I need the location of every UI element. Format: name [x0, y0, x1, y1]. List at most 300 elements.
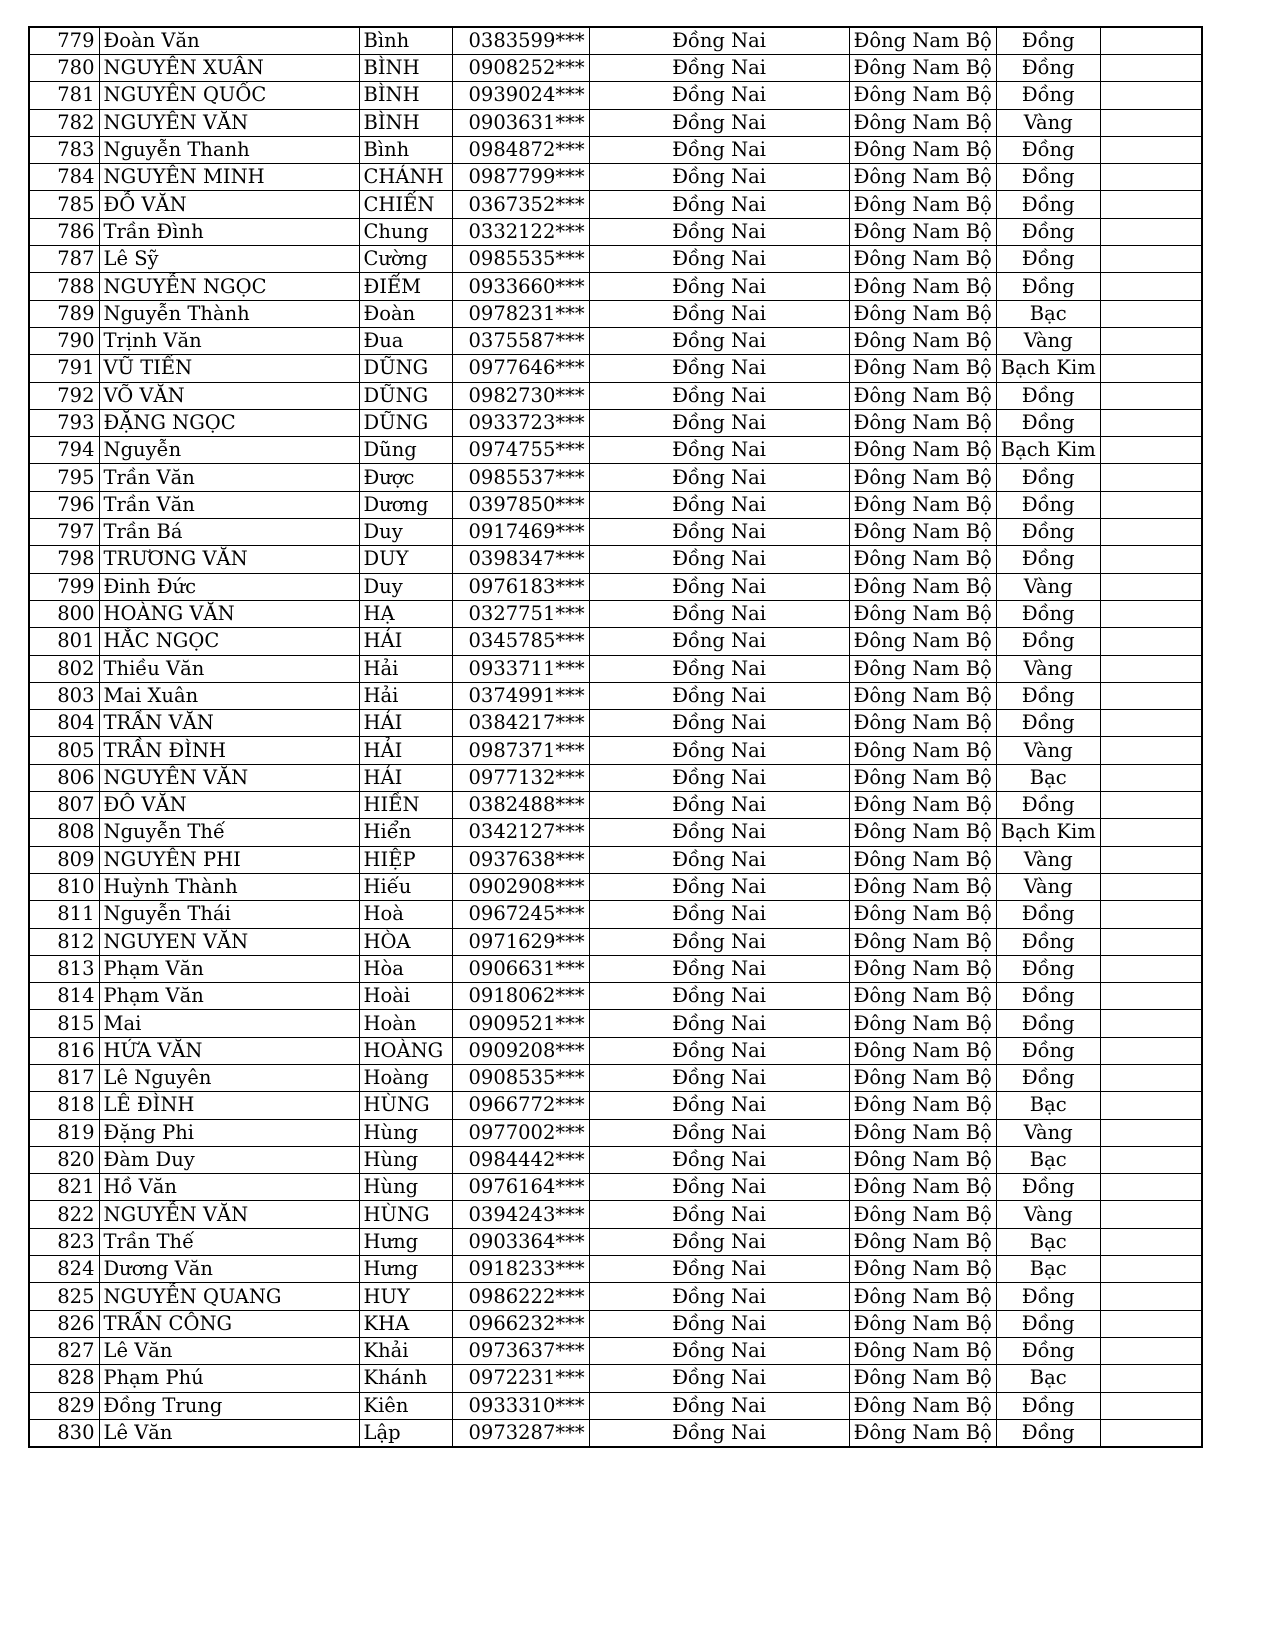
given-name: Dương	[359, 491, 452, 518]
table-row	[29, 764, 1202, 791]
tier: Vàng	[996, 1201, 1100, 1228]
phone-number: 0977002***	[452, 1119, 589, 1146]
empty-cell	[1100, 246, 1202, 273]
phone-number: 0937638***	[452, 846, 589, 873]
province: Đồng Nai	[589, 1256, 849, 1283]
region: Đông Nam Bộ	[849, 1146, 996, 1173]
row-number: 819	[29, 1119, 99, 1146]
region: Đông Nam Bộ	[849, 327, 996, 354]
tier: Đồng	[996, 600, 1100, 627]
given-name: DŨNG	[359, 409, 452, 436]
empty-cell	[1100, 191, 1202, 218]
phone-number: 0987799***	[452, 164, 589, 191]
tier: Đồng	[996, 218, 1100, 245]
table-row	[29, 628, 1202, 655]
province: Đồng Nai	[589, 1201, 849, 1228]
row-number: 816	[29, 1037, 99, 1064]
empty-cell	[1100, 519, 1202, 546]
family-name: Trần Bá	[99, 519, 359, 546]
tier: Vàng	[996, 737, 1100, 764]
province: Đồng Nai	[589, 437, 849, 464]
phone-number: 0918233***	[452, 1256, 589, 1283]
row-number: 830	[29, 1419, 99, 1447]
family-name: Nguyễn Thế	[99, 819, 359, 846]
region: Đông Nam Bộ	[849, 27, 996, 55]
region: Đông Nam Bộ	[849, 1228, 996, 1255]
table-row	[29, 1037, 1202, 1064]
region: Đông Nam Bộ	[849, 1256, 996, 1283]
phone-number: 0967245***	[452, 901, 589, 928]
region: Đông Nam Bộ	[849, 218, 996, 245]
family-name: Phạm Phú	[99, 1365, 359, 1392]
empty-cell	[1100, 1419, 1202, 1447]
tier: Đồng	[996, 27, 1100, 55]
table-row	[29, 464, 1202, 491]
row-number: 800	[29, 600, 99, 627]
tier: Đồng	[996, 1310, 1100, 1337]
family-name: Phạm Văn	[99, 955, 359, 982]
tier: Đồng	[996, 901, 1100, 928]
table-row	[29, 682, 1202, 709]
table-row	[29, 1365, 1202, 1392]
family-name: VŨ TIẾN	[99, 355, 359, 382]
table-row	[29, 1092, 1202, 1119]
table-row	[29, 655, 1202, 682]
tier: Vàng	[996, 327, 1100, 354]
tier: Đồng	[996, 164, 1100, 191]
phone-number: 0984872***	[452, 136, 589, 163]
empty-cell	[1100, 109, 1202, 136]
given-name: Hùng	[359, 1146, 452, 1173]
province: Đồng Nai	[589, 464, 849, 491]
table-row	[29, 1337, 1202, 1364]
tier: Bạc	[996, 1092, 1100, 1119]
row-number: 791	[29, 355, 99, 382]
region: Đông Nam Bộ	[849, 1283, 996, 1310]
family-name: Đồng Trung	[99, 1392, 359, 1419]
empty-cell	[1100, 491, 1202, 518]
tier: Đồng	[996, 1037, 1100, 1064]
tier: Vàng	[996, 846, 1100, 873]
family-name: Huỳnh Thành	[99, 873, 359, 900]
region: Đông Nam Bộ	[849, 600, 996, 627]
row-number: 792	[29, 382, 99, 409]
table-row	[29, 819, 1202, 846]
family-name: Nguyễn	[99, 437, 359, 464]
given-name: ĐIỂM	[359, 273, 452, 300]
region: Đông Nam Bộ	[849, 655, 996, 682]
given-name: Khải	[359, 1337, 452, 1364]
given-name: BÌNH	[359, 109, 452, 136]
province: Đồng Nai	[589, 600, 849, 627]
tier: Đồng	[996, 191, 1100, 218]
province: Đồng Nai	[589, 1010, 849, 1037]
row-number: 821	[29, 1174, 99, 1201]
province: Đồng Nai	[589, 1419, 849, 1447]
table-row	[29, 273, 1202, 300]
table-row	[29, 82, 1202, 109]
province: Đồng Nai	[589, 655, 849, 682]
tier: Đồng	[996, 710, 1100, 737]
province: Đồng Nai	[589, 955, 849, 982]
region: Đông Nam Bộ	[849, 737, 996, 764]
empty-cell	[1100, 1310, 1202, 1337]
table-row	[29, 136, 1202, 163]
region: Đông Nam Bộ	[849, 819, 996, 846]
region: Đông Nam Bộ	[849, 710, 996, 737]
row-number: 825	[29, 1283, 99, 1310]
province: Đồng Nai	[589, 1064, 849, 1091]
empty-cell	[1100, 928, 1202, 955]
given-name: Khánh	[359, 1365, 452, 1392]
family-name: TRẦN VĂN	[99, 710, 359, 737]
empty-cell	[1100, 983, 1202, 1010]
empty-cell	[1100, 437, 1202, 464]
family-name: ĐỖ VĂN	[99, 191, 359, 218]
province: Đồng Nai	[589, 109, 849, 136]
region: Đông Nam Bộ	[849, 546, 996, 573]
province: Đồng Nai	[589, 1365, 849, 1392]
table-row	[29, 355, 1202, 382]
empty-cell	[1100, 600, 1202, 627]
tier: Đồng	[996, 628, 1100, 655]
table-row	[29, 928, 1202, 955]
given-name: CHÁNH	[359, 164, 452, 191]
tier: Đồng	[996, 955, 1100, 982]
region: Đông Nam Bộ	[849, 873, 996, 900]
region: Đông Nam Bộ	[849, 464, 996, 491]
row-number: 815	[29, 1010, 99, 1037]
table-row	[29, 1419, 1202, 1447]
province: Đồng Nai	[589, 82, 849, 109]
tier: Đồng	[996, 792, 1100, 819]
region: Đông Nam Bộ	[849, 246, 996, 273]
region: Đông Nam Bộ	[849, 491, 996, 518]
tier: Bạc	[996, 1146, 1100, 1173]
tier: Đồng	[996, 1337, 1100, 1364]
row-number: 823	[29, 1228, 99, 1255]
row-number: 779	[29, 27, 99, 55]
tier: Đồng	[996, 82, 1100, 109]
row-number: 782	[29, 109, 99, 136]
row-number: 809	[29, 846, 99, 873]
family-name: NGUYỄN QUANG	[99, 1283, 359, 1310]
given-name: Hùng	[359, 1174, 452, 1201]
family-name: Trịnh Văn	[99, 327, 359, 354]
tier: Vàng	[996, 1119, 1100, 1146]
given-name: Hùng	[359, 1119, 452, 1146]
tier: Bạc	[996, 1256, 1100, 1283]
tier: Đồng	[996, 1064, 1100, 1091]
empty-cell	[1100, 901, 1202, 928]
region: Đông Nam Bộ	[849, 519, 996, 546]
row-number: 788	[29, 273, 99, 300]
table-row	[29, 873, 1202, 900]
province: Đồng Nai	[589, 1119, 849, 1146]
region: Đông Nam Bộ	[849, 136, 996, 163]
family-name: Đoàn Văn	[99, 27, 359, 55]
given-name: HẢI	[359, 710, 452, 737]
family-name: NGUYỄN MINH	[99, 164, 359, 191]
family-name: HOÀNG VĂN	[99, 600, 359, 627]
phone-number: 0978231***	[452, 300, 589, 327]
region: Đông Nam Bộ	[849, 901, 996, 928]
province: Đồng Nai	[589, 710, 849, 737]
region: Đông Nam Bộ	[849, 792, 996, 819]
given-name: Hoà	[359, 901, 452, 928]
tier: Đồng	[996, 136, 1100, 163]
table-row	[29, 792, 1202, 819]
phone-number: 0909208***	[452, 1037, 589, 1064]
row-number: 783	[29, 136, 99, 163]
given-name: Hiếu	[359, 873, 452, 900]
row-number: 795	[29, 464, 99, 491]
table-row	[29, 1064, 1202, 1091]
empty-cell	[1100, 164, 1202, 191]
province: Đồng Nai	[589, 246, 849, 273]
region: Đông Nam Bộ	[849, 628, 996, 655]
tier: Bạc	[996, 1228, 1100, 1255]
row-number: 781	[29, 82, 99, 109]
given-name: DŨNG	[359, 355, 452, 382]
phone-number: 0977646***	[452, 355, 589, 382]
tier: Bạc	[996, 1365, 1100, 1392]
given-name: Dũng	[359, 437, 452, 464]
empty-cell	[1100, 546, 1202, 573]
phone-number: 0903631***	[452, 109, 589, 136]
phone-number: 0933723***	[452, 409, 589, 436]
phone-number: 0342127***	[452, 819, 589, 846]
row-number: 784	[29, 164, 99, 191]
tier: Đồng	[996, 1419, 1100, 1447]
table-row	[29, 955, 1202, 982]
phone-number: 0375587***	[452, 327, 589, 354]
row-number: 780	[29, 55, 99, 82]
family-name: NGUYỄN PHI	[99, 846, 359, 873]
given-name: Đua	[359, 327, 452, 354]
phone-number: 0327751***	[452, 600, 589, 627]
table-row	[29, 109, 1202, 136]
empty-cell	[1100, 819, 1202, 846]
tier: Bạch Kim	[996, 819, 1100, 846]
customer-table	[28, 26, 1203, 1448]
row-number: 813	[29, 955, 99, 982]
family-name: HỨA VĂN	[99, 1037, 359, 1064]
tier: Bạch Kim	[996, 355, 1100, 382]
empty-cell	[1100, 655, 1202, 682]
phone-number: 0345785***	[452, 628, 589, 655]
given-name: BÌNH	[359, 55, 452, 82]
region: Đông Nam Bộ	[849, 682, 996, 709]
given-name: HÙNG	[359, 1201, 452, 1228]
province: Đồng Nai	[589, 1392, 849, 1419]
region: Đông Nam Bộ	[849, 928, 996, 955]
phone-number: 0332122***	[452, 218, 589, 245]
tier: Đồng	[996, 409, 1100, 436]
family-name: VÕ VĂN	[99, 382, 359, 409]
province: Đồng Nai	[589, 1092, 849, 1119]
region: Đông Nam Bộ	[849, 409, 996, 436]
region: Đông Nam Bộ	[849, 1419, 996, 1447]
province: Đồng Nai	[589, 737, 849, 764]
given-name: DŨNG	[359, 382, 452, 409]
province: Đồng Nai	[589, 1283, 849, 1310]
empty-cell	[1100, 955, 1202, 982]
province: Đồng Nai	[589, 628, 849, 655]
region: Đông Nam Bộ	[849, 382, 996, 409]
family-name: Lê Sỹ	[99, 246, 359, 273]
tier: Đồng	[996, 546, 1100, 573]
family-name: Đinh Đức	[99, 573, 359, 600]
region: Đông Nam Bộ	[849, 1201, 996, 1228]
table-row	[29, 983, 1202, 1010]
given-name: Hoàng	[359, 1064, 452, 1091]
province: Đồng Nai	[589, 55, 849, 82]
province: Đồng Nai	[589, 792, 849, 819]
row-number: 793	[29, 409, 99, 436]
province: Đồng Nai	[589, 164, 849, 191]
family-name: Mai Xuân	[99, 682, 359, 709]
empty-cell	[1100, 1146, 1202, 1173]
province: Đồng Nai	[589, 382, 849, 409]
given-name: Hải	[359, 682, 452, 709]
empty-cell	[1100, 846, 1202, 873]
province: Đồng Nai	[589, 873, 849, 900]
empty-cell	[1100, 792, 1202, 819]
region: Đông Nam Bộ	[849, 355, 996, 382]
province: Đồng Nai	[589, 218, 849, 245]
given-name: Hải	[359, 655, 452, 682]
family-name: TRẦN ĐÌNH	[99, 737, 359, 764]
table-row	[29, 1283, 1202, 1310]
tier: Đồng	[996, 491, 1100, 518]
empty-cell	[1100, 1365, 1202, 1392]
province: Đồng Nai	[589, 519, 849, 546]
phone-number: 0977132***	[452, 764, 589, 791]
given-name: Kiên	[359, 1392, 452, 1419]
row-number: 807	[29, 792, 99, 819]
province: Đồng Nai	[589, 573, 849, 600]
empty-cell	[1100, 1064, 1202, 1091]
table-row	[29, 218, 1202, 245]
phone-number: 0972231***	[452, 1365, 589, 1392]
row-number: 787	[29, 246, 99, 273]
row-number: 786	[29, 218, 99, 245]
family-name: Đàm Duy	[99, 1146, 359, 1173]
empty-cell	[1100, 27, 1202, 55]
table-row	[29, 1392, 1202, 1419]
phone-number: 0973637***	[452, 1337, 589, 1364]
row-number: 796	[29, 491, 99, 518]
phone-number: 0909521***	[452, 1010, 589, 1037]
region: Đông Nam Bộ	[849, 191, 996, 218]
province: Đồng Nai	[589, 27, 849, 55]
given-name: BÌNH	[359, 82, 452, 109]
phone-number: 0908252***	[452, 55, 589, 82]
table-row	[29, 519, 1202, 546]
family-name: NGUYỄN NGỌC	[99, 273, 359, 300]
given-name: Đoàn	[359, 300, 452, 327]
empty-cell	[1100, 382, 1202, 409]
empty-cell	[1100, 1037, 1202, 1064]
family-name: Trần Đình	[99, 218, 359, 245]
tier: Đồng	[996, 519, 1100, 546]
region: Đông Nam Bộ	[849, 1119, 996, 1146]
given-name: HÒA	[359, 928, 452, 955]
row-number: 789	[29, 300, 99, 327]
region: Đông Nam Bộ	[849, 1037, 996, 1064]
empty-cell	[1100, 1228, 1202, 1255]
row-number: 803	[29, 682, 99, 709]
region: Đông Nam Bộ	[849, 1174, 996, 1201]
given-name: Cường	[359, 246, 452, 273]
row-number: 817	[29, 1064, 99, 1091]
phone-number: 0971629***	[452, 928, 589, 955]
given-name: Duy	[359, 519, 452, 546]
given-name: Hòa	[359, 955, 452, 982]
family-name: Trần Thế	[99, 1228, 359, 1255]
given-name: HUY	[359, 1283, 452, 1310]
table-row	[29, 1119, 1202, 1146]
phone-number: 0917469***	[452, 519, 589, 546]
empty-cell	[1100, 464, 1202, 491]
tier: Bạc	[996, 764, 1100, 791]
given-name: HIỀN	[359, 792, 452, 819]
family-name: Phạm Văn	[99, 983, 359, 1010]
table-row	[29, 409, 1202, 436]
empty-cell	[1100, 327, 1202, 354]
table-row	[29, 901, 1202, 928]
row-number: 827	[29, 1337, 99, 1364]
row-number: 804	[29, 710, 99, 737]
region: Đông Nam Bộ	[849, 846, 996, 873]
phone-number: 0397850***	[452, 491, 589, 518]
region: Đông Nam Bộ	[849, 1010, 996, 1037]
family-name: Nguyễn Thành	[99, 300, 359, 327]
phone-number: 0918062***	[452, 983, 589, 1010]
tier: Vàng	[996, 109, 1100, 136]
province: Đồng Nai	[589, 136, 849, 163]
table-row	[29, 1174, 1202, 1201]
row-number: 822	[29, 1201, 99, 1228]
region: Đông Nam Bộ	[849, 1365, 996, 1392]
family-name: TRƯƠNG VĂN	[99, 546, 359, 573]
given-name: Chung	[359, 218, 452, 245]
empty-cell	[1100, 55, 1202, 82]
family-name: LÊ ĐÌNH	[99, 1092, 359, 1119]
table-body	[29, 27, 1202, 1447]
empty-cell	[1100, 737, 1202, 764]
row-number: 801	[29, 628, 99, 655]
empty-cell	[1100, 1119, 1202, 1146]
region: Đông Nam Bộ	[849, 273, 996, 300]
phone-number: 0976183***	[452, 573, 589, 600]
province: Đồng Nai	[589, 409, 849, 436]
family-name: NGUYỄN QUỐC	[99, 82, 359, 109]
province: Đồng Nai	[589, 682, 849, 709]
table-row	[29, 55, 1202, 82]
table-row	[29, 1310, 1202, 1337]
empty-cell	[1100, 1174, 1202, 1201]
table-row	[29, 573, 1202, 600]
province: Đồng Nai	[589, 1337, 849, 1364]
table-row	[29, 1228, 1202, 1255]
row-number: 824	[29, 1256, 99, 1283]
tier: Đồng	[996, 1174, 1100, 1201]
province: Đồng Nai	[589, 491, 849, 518]
region: Đông Nam Bộ	[849, 82, 996, 109]
phone-number: 0985535***	[452, 246, 589, 273]
